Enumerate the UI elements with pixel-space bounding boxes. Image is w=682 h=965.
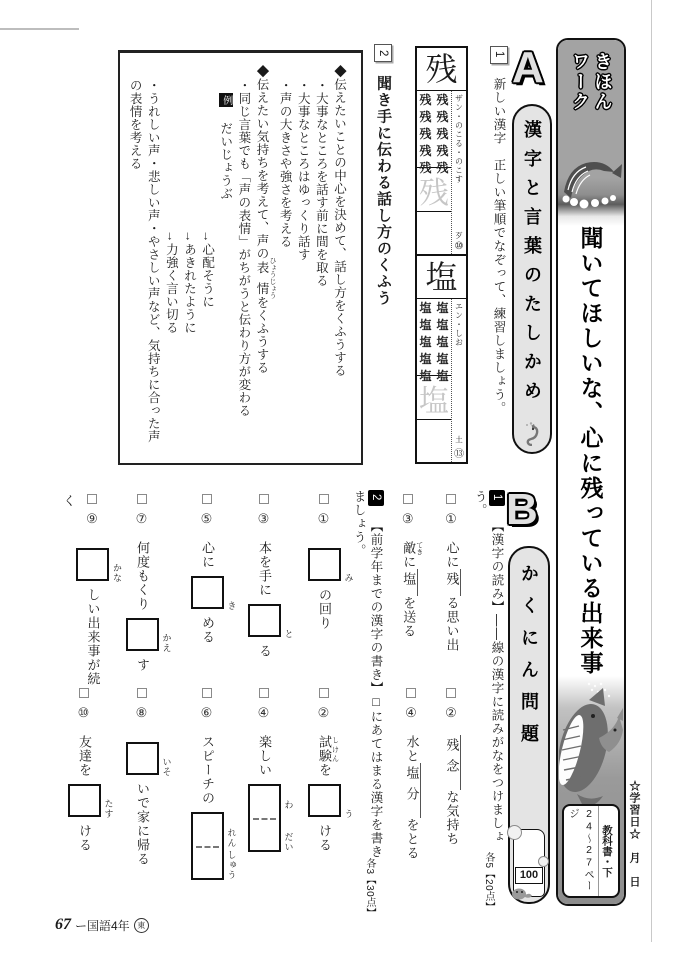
answer-checkbox[interactable] [259, 688, 269, 698]
writing-quiz-instruction: 【前学年までの漢字の書き】□にあてはまる漢字を書きましょう。 [352, 490, 383, 859]
write-item: ⑤ 心に き める [181, 494, 233, 690]
item-number: ④ [404, 705, 420, 722]
box-divider [196, 846, 219, 848]
answer-checkbox[interactable] [259, 494, 269, 504]
furigana-hint: み [343, 573, 354, 584]
section-a-letter: A [512, 43, 544, 92]
kanji-model: 塩 [417, 256, 466, 299]
textbook-label: 教科書・下 [598, 806, 616, 896]
section-b-pill [508, 546, 550, 904]
textbook-pages: 24〜27ページ [568, 808, 595, 891]
write-item: ⑦ 何度もくり かえ す [116, 494, 168, 690]
reading-item: ① 心に残る思い出 [430, 494, 472, 684]
kanji-practice-strip [415, 46, 468, 464]
speaking-tips-box [118, 50, 363, 465]
writing-quiz-instruction-column [352, 490, 384, 860]
lesson-banner [556, 38, 626, 906]
textbook-reference-box [562, 804, 620, 898]
item-number: ② [317, 705, 332, 722]
kanji-block-zan [417, 48, 466, 254]
answer-checkbox[interactable] [403, 494, 413, 504]
lesson-title-zone [558, 226, 624, 676]
new-kanji-instruction: 新しい漢字 正しい筆順でなぞって、練習しましょう。 [492, 77, 506, 415]
page-footer [55, 916, 149, 934]
answer-checkbox[interactable] [137, 494, 147, 504]
kanji-write-box[interactable] [126, 742, 159, 775]
score-box[interactable] [513, 829, 545, 897]
reading-item: ② 残念な気持ち [430, 688, 472, 878]
kanji-trace-box[interactable]: 残 [417, 168, 451, 212]
write-item: ① み の回り [298, 494, 350, 690]
furigana-hint: だい [283, 832, 294, 853]
problem-number-badge: 1 [489, 490, 505, 506]
bubble-icon [507, 825, 522, 840]
answer-checkbox[interactable] [202, 688, 212, 698]
furigana-hint: き [226, 601, 237, 612]
item-number: ⑤ [200, 511, 215, 528]
seal-icon [511, 886, 533, 900]
question-number-box: 1 [490, 46, 508, 64]
write-item: ⑧ いそ いで家に帰る [116, 688, 168, 898]
problem-number-badge: 2 [368, 490, 384, 506]
item-number: ③ [401, 511, 417, 528]
underlined-kanji: 残念 [443, 735, 461, 790]
bubble-icon [538, 856, 549, 867]
stroke-order-grid: 塩 塩 塩 塩 塩 塩 塩 塩 塩 塩 [417, 299, 451, 376]
kanji-model: 残 [417, 48, 466, 91]
section-a-pill [512, 104, 552, 454]
answer-checkbox[interactable] [87, 494, 97, 504]
kanji-block-en [417, 254, 466, 462]
box-divider [253, 818, 276, 820]
study-date-label: ☆学習日☆ 月 日 [628, 780, 640, 888]
stroke-count: 土 ⑬ [454, 435, 464, 460]
tip-line: ・大事なところはゆっくり話す [296, 79, 311, 261]
kanji-write-box-double[interactable] [248, 784, 281, 852]
tip-arrow-line: →あきれたように [182, 230, 197, 334]
kanji-readings: エン・しお [454, 302, 464, 347]
kanji-write-box[interactable] [76, 548, 109, 581]
answer-checkbox[interactable] [79, 688, 89, 698]
item-number: ⑩ [77, 705, 92, 722]
tip-arrow-line: →力強く言い切る [164, 230, 179, 334]
reading-quiz-instruction: 【漢字の読み】――線の漢字に読みがなをつけましょう。 [473, 490, 504, 844]
writing-quiz-points: 各3【30点】 [364, 858, 375, 919]
write-item: ③ 本を手に と る [238, 494, 290, 690]
section-a-label: 漢字と言葉のたしかめ [522, 120, 542, 410]
banner-tag-label: きほん ワーク [570, 52, 613, 112]
section-b-letter: B [506, 485, 538, 534]
radical-glyph: 歹 [455, 231, 463, 240]
page-top-edge-line [0, 28, 79, 30]
new-kanji-instruction-column [482, 46, 508, 466]
furigana-hint: かな [111, 563, 122, 584]
item-number: ⑨ [85, 511, 101, 528]
kanji-write-box[interactable] [308, 548, 341, 581]
furigana-hint: たす [103, 799, 114, 820]
furigana-hint: れん [226, 828, 237, 849]
reading-item: ④ 水と塩分をとる [390, 688, 432, 878]
furigana-hint: う [343, 809, 354, 820]
furigana-hint: かえ [161, 633, 172, 654]
kanji-write-box[interactable] [126, 618, 159, 651]
underlined-kanji: 塩分 [403, 763, 421, 818]
kanji-write-box[interactable] [68, 784, 101, 817]
item-number: ① [444, 511, 460, 528]
item-number: ⑦ [135, 511, 150, 528]
tip-line: ・同じ言葉でも「声の表情」がちがうと伝わり方が変わる [236, 79, 251, 417]
kanji-write-practice-box[interactable] [417, 212, 451, 254]
item-number: ③ [257, 511, 272, 528]
speaking-tips-heading-column [366, 44, 392, 464]
kanji-trace-box[interactable]: 塩 [417, 376, 451, 420]
speaking-tips-content [126, 65, 349, 455]
banner-whales [558, 676, 624, 904]
furigana-hint: わ [283, 800, 294, 811]
question-number-box: 2 [374, 44, 392, 62]
banner-splash [558, 178, 624, 226]
write-item: ⑨ かな しい出来事が続く [60, 494, 122, 687]
tip-example-line: 例 だいじょうぶ [218, 94, 233, 200]
furigana-hint: しゅう [226, 850, 237, 881]
item-number: ② [444, 705, 460, 722]
underlined-kanji: 残 [443, 569, 461, 596]
item-number: ④ [257, 705, 272, 722]
answer-checkbox[interactable] [446, 494, 456, 504]
answer-checkbox[interactable] [319, 688, 329, 698]
kanji-reading-column [451, 91, 466, 254]
underlined-kanji: 塩 [400, 569, 418, 596]
kanji-write-box[interactable] [308, 784, 341, 817]
kanji-reading-column [451, 299, 466, 462]
item-number: ⑧ [135, 705, 150, 722]
kanji-write-box[interactable] [191, 576, 224, 609]
footer-subject: ー国語4年 [75, 918, 130, 933]
lesson-title: 聞いてほしいな、心に残っている出来事 [577, 225, 604, 676]
page-edge-line [651, 0, 652, 942]
tip-arrow-line: →心配そうに [200, 230, 215, 308]
item-number: ① [317, 511, 332, 528]
answer-checkbox[interactable] [202, 494, 212, 504]
item-number: ⑥ [200, 705, 215, 722]
radical-glyph: 土 [455, 435, 463, 444]
tip-line: ・うれしい声・悲しい声・やさしい声など、気持ちに合った声の表情を考える [128, 79, 161, 443]
furigana-hint: いそ [161, 757, 172, 778]
section-b-label: かくにん問題 [519, 564, 539, 756]
tip-line: ・大事なところを話す前に間を取る [314, 79, 329, 287]
score-total: 100 [515, 867, 543, 884]
reading-quiz-points: 各5【20点】 [483, 852, 494, 913]
tip-line: ◆伝えたい気持ちを考えて、声の表情 ひょうじょうをくふうする [255, 65, 276, 374]
answer-checkbox[interactable] [137, 688, 147, 698]
write-item: ④ 楽しい わ だい [238, 688, 290, 898]
page-number: 67 [55, 916, 71, 933]
reading-quiz-instruction-column [473, 490, 505, 850]
kanji-write-box-double[interactable] [191, 812, 224, 880]
answer-checkbox[interactable] [406, 688, 416, 698]
write-item: ⑥ スピーチの れん しゅう [181, 688, 233, 898]
kanji-write-box[interactable] [248, 604, 281, 637]
reading-item: ③ 敵 てきに塩を送る [390, 494, 432, 684]
stroke-order-grid: 残 残 残 残 残 残 残 残 残 残 [417, 91, 451, 168]
answer-checkbox[interactable] [446, 688, 456, 698]
kanji-readings: ザン・のこる・のこす [454, 94, 464, 184]
speaking-tips-heading: 聞き手に伝わる話し方のくふう [375, 75, 392, 307]
write-item: ⑩ 友達を たす ける [58, 688, 110, 898]
furigana-hint: と [283, 629, 294, 640]
tip-line: ◆伝えたいことの中心を決めて、話し方をくふうする [332, 65, 347, 377]
answer-checkbox[interactable] [319, 494, 329, 504]
stroke-count: 歹 ⑩ [454, 231, 464, 252]
kanji-write-practice-box[interactable] [417, 420, 451, 462]
seahorse-icon [523, 422, 541, 446]
footer-edition-circle: 東 [134, 918, 149, 933]
tip-line: ・声の大きさや強さを考える [278, 79, 293, 248]
example-badge: 例 [220, 94, 232, 106]
whale-breach-icon [558, 152, 624, 210]
write-item: ② 試験 しけんを う ける [298, 688, 350, 898]
